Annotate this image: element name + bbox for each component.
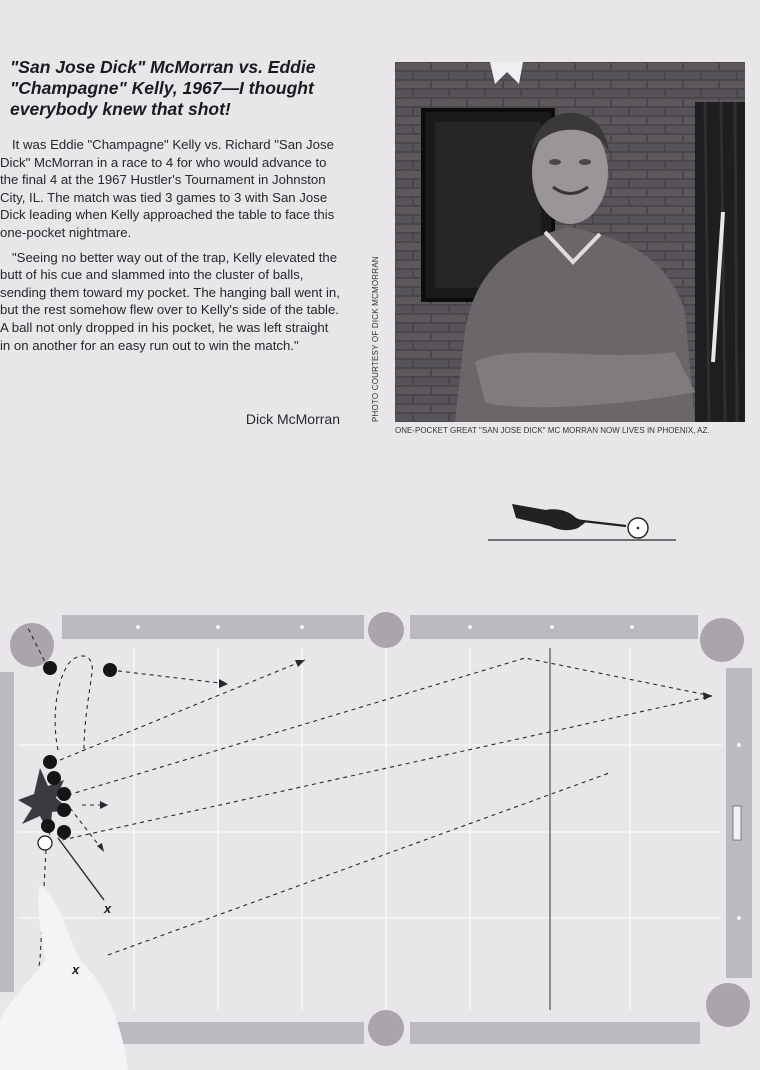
- cue-line: [58, 838, 104, 900]
- cue-ball-center: [637, 527, 640, 530]
- path-ball-to-center: [110, 670, 228, 684]
- article-title-lead: "San Jose Dick" McMorran vs. Eddie "Champagne" Kelly, 1967—: [10, 57, 316, 98]
- pocket-top-left: [10, 623, 54, 667]
- object-balls: [41, 661, 117, 839]
- cue-stroke-diagram: [486, 496, 682, 548]
- ball: [57, 825, 71, 839]
- ball: [43, 755, 57, 769]
- photo-credit-text: PHOTO COURTESY OF DICK MCMORRAN: [371, 256, 380, 422]
- rail-left: [0, 672, 14, 992]
- ball: [41, 819, 55, 833]
- ball: [57, 787, 71, 801]
- cue-ball: [38, 836, 52, 850]
- article-paragraph-1: It was Eddie "Champagne" Kelly vs. Richard "San Jose Dick" McMorran in a race to 4 for who would advance to the final 4 at the 1967 Hustler's Tournament in Johnston City, IL. The match was tied 3 games to 3 with San Jose Dick leading when Kelly approached the table to face this one-pocket nightmare.: [0, 137, 335, 240]
- rail-bottom-right: [410, 1022, 700, 1044]
- photo-caption: ONE-POCKET GREAT "SAN JOSE DICK" MC MORRAN NOW LIVES IN PHOENIX, AZ.: [395, 426, 710, 435]
- article-body: [0, 136, 342, 361]
- article-paragraph-2: "Seeing no better way out of the trap, Kelly elevated the butt of his cue and slammed into the cluster of balls, sending them toward my pocket. The hanging ball went in, but the rest somehow flew over to Kelly's side of the table. A ball not only dropped in his pocket, he was left straight in on another for an easy run out to win the match.": [0, 249, 340, 353]
- pocket-top-right: [700, 618, 744, 662]
- ball: [57, 803, 71, 817]
- article-author: Dick McMorran: [245, 411, 340, 427]
- rail-tag: [733, 806, 741, 840]
- article-title: [10, 57, 360, 120]
- x-mark-1: x: [104, 901, 112, 916]
- hand-icon: [512, 504, 586, 530]
- path-lower-diagonal: [108, 772, 612, 955]
- path-loop: [55, 656, 92, 750]
- rail-top-left: [62, 615, 364, 639]
- pocket-bottom-right: [706, 983, 750, 1027]
- x-mark-2: x: [72, 962, 80, 977]
- path-bank-long: [68, 658, 712, 795]
- rail-diamonds: [136, 625, 741, 920]
- article-title-quote: I thought everybody knew that shot!: [10, 78, 314, 119]
- ball: [47, 771, 61, 785]
- ball: [43, 661, 57, 675]
- pool-table-diagram: [0, 600, 760, 1070]
- table-grid: [18, 648, 722, 1010]
- portrait-photo: [395, 62, 745, 422]
- arrowheads: [97, 660, 712, 852]
- path-long-diagonal: [62, 696, 712, 840]
- pocket-top-side: [368, 612, 404, 648]
- photo-credit: [371, 256, 391, 442]
- pocket-bottom-side: [368, 1010, 404, 1046]
- portrait-photo-drawing: [395, 62, 745, 422]
- ball: [103, 663, 117, 677]
- shot-paths: [28, 628, 712, 1020]
